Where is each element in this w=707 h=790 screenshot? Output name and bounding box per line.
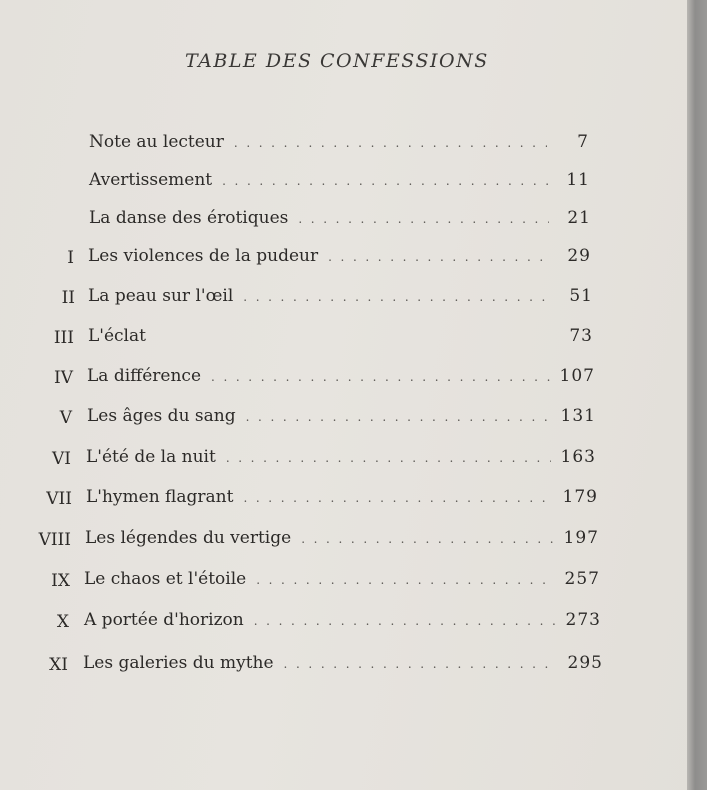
chapter-numeral: IV bbox=[54, 368, 73, 388]
toc-entry-avertissement[interactable] bbox=[89, 170, 590, 194]
entry-title: La différence bbox=[87, 366, 202, 386]
toc-entry-la-difference[interactable] bbox=[87, 366, 595, 390]
entry-title: L'éclat bbox=[88, 326, 146, 346]
dot-leader bbox=[284, 657, 558, 671]
toc-entry-les-galeries-du-mythe[interactable] bbox=[83, 653, 603, 677]
page-number: 107 bbox=[559, 366, 595, 386]
entry-title: Les violences de la pudeur bbox=[88, 246, 319, 266]
entry-title: L'été de la nuit bbox=[86, 447, 216, 467]
dot-leader bbox=[328, 250, 549, 264]
entry-title: La peau sur l'œil bbox=[88, 286, 234, 306]
toc-entry-l-eclat[interactable] bbox=[88, 326, 593, 350]
dot-leader bbox=[298, 212, 549, 226]
toc-entry-l-hymen-flagrant[interactable] bbox=[86, 487, 598, 511]
toc-entry-a-portee-d-horizon[interactable] bbox=[84, 610, 601, 634]
page-number: 21 bbox=[567, 208, 591, 228]
page-number: 179 bbox=[562, 487, 598, 507]
toc-entry-les-legendes-du-vertige[interactable] bbox=[85, 528, 599, 552]
page-number: 29 bbox=[567, 246, 591, 266]
page-number: 131 bbox=[560, 406, 596, 426]
entry-title: Le chaos et l'étoile bbox=[84, 569, 247, 589]
page-number: 257 bbox=[564, 569, 600, 589]
page-number: 73 bbox=[569, 326, 593, 346]
dot-leader bbox=[256, 573, 554, 587]
chapter-numeral: VIII bbox=[38, 530, 71, 550]
entry-title: Avertissement bbox=[89, 170, 213, 190]
entry-title: Les âges du sang bbox=[87, 406, 236, 426]
toc-entry-les-ages-du-sang[interactable] bbox=[87, 406, 596, 430]
page-title: TABLE DES CONFESSIONS bbox=[185, 50, 489, 72]
entry-title: Note au lecteur bbox=[89, 132, 224, 152]
toc-entry-la-peau-sur-l-oeil[interactable] bbox=[88, 286, 593, 310]
chapter-numeral: VI bbox=[52, 449, 71, 469]
dot-leader bbox=[226, 451, 551, 465]
chapter-numeral: XI bbox=[49, 655, 68, 675]
page-number: 273 bbox=[565, 610, 601, 630]
chapter-numeral: I bbox=[67, 248, 74, 268]
chapter-numeral: X bbox=[56, 612, 69, 632]
page-number: 163 bbox=[560, 447, 596, 467]
entry-title: A portée d'horizon bbox=[84, 610, 244, 630]
chapter-numeral: VII bbox=[46, 489, 72, 509]
dot-leader bbox=[254, 614, 556, 628]
page-number: 197 bbox=[563, 528, 599, 548]
toc-entry-la-danse-des-erotiques[interactable] bbox=[89, 208, 591, 232]
dot-leader bbox=[301, 532, 553, 546]
dot-leader bbox=[243, 491, 552, 505]
dot-leader bbox=[246, 410, 551, 424]
dot-leader bbox=[234, 136, 547, 150]
dot-leader bbox=[222, 174, 548, 188]
dot-leader bbox=[243, 290, 551, 304]
entry-title: La danse des érotiques bbox=[89, 208, 289, 228]
toc-entry-l-ete-de-la-nuit[interactable] bbox=[86, 447, 596, 471]
page-number: 7 bbox=[577, 132, 589, 152]
toc-entry-note-au-lecteur[interactable] bbox=[89, 132, 589, 156]
entry-title: L'hymen flagrant bbox=[86, 487, 234, 507]
entry-title: Les légendes du vertige bbox=[85, 528, 292, 548]
chapter-numeral: II bbox=[61, 288, 75, 308]
page-number: 51 bbox=[569, 286, 593, 306]
page-number: 11 bbox=[566, 170, 590, 190]
chapter-numeral: III bbox=[53, 328, 74, 348]
chapter-numeral: IX bbox=[51, 571, 70, 591]
page-number: 295 bbox=[567, 653, 603, 673]
toc-entry-le-chaos-et-l-etoile[interactable] bbox=[84, 569, 600, 593]
entry-title: Les galeries du mythe bbox=[83, 653, 274, 673]
chapter-numeral: V bbox=[59, 408, 72, 428]
toc-entry-les-violences-de-la-pudeur[interactable] bbox=[88, 246, 591, 270]
dot-leader bbox=[211, 370, 550, 384]
